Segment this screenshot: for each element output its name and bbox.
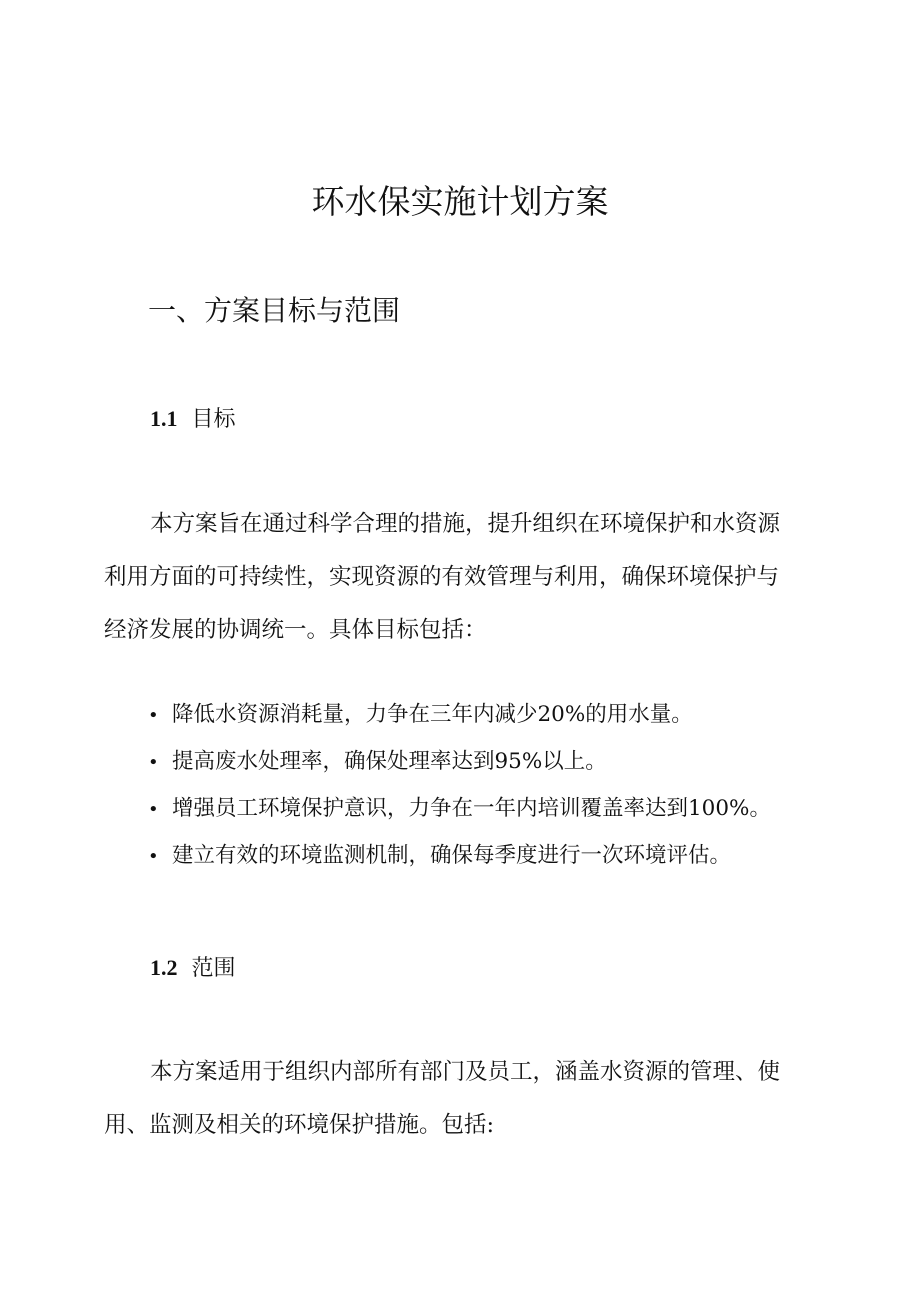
list-item-text: 提高废水处理率，确保处理率达到95%以上。 xyxy=(172,749,607,774)
bullet-icon: • xyxy=(148,752,159,773)
paragraph-line: 本方案适用于组织内部所有部门及员工，涵盖水资源的管理、使 xyxy=(150,1059,781,1085)
list-item-text: 增强员工环境保护意识，力争在一年内培训覆盖率达到100%。 xyxy=(172,796,771,821)
section-heading: 一、方案目标与范围 xyxy=(148,294,401,327)
list-item xyxy=(148,694,771,741)
document-title: 环水保实施计划方案 xyxy=(311,182,609,221)
bullet-icon: • xyxy=(148,705,159,726)
list-item-text: 降低水资源消耗量，力争在三年内减少20%的用水量。 xyxy=(172,702,693,727)
bullet-icon: • xyxy=(148,846,159,867)
subsection-heading-goals xyxy=(150,403,236,436)
scope-paragraph xyxy=(104,1046,804,1152)
subsection-label: 目标 xyxy=(191,407,236,432)
subsection-heading-scope xyxy=(150,952,236,985)
paragraph-line: 经济发展的协调统一。具体目标包括： xyxy=(104,617,487,643)
list-item xyxy=(148,835,771,882)
list-item-text: 建立有效的环境监测机制，确保每季度进行一次环境评估。 xyxy=(172,843,732,868)
subsection-number: 1.1 xyxy=(150,406,178,431)
paragraph-line: 利用方面的可持续性，实现资源的有效管理与利用，确保环境保护与 xyxy=(104,564,780,590)
subsection-number: 1.2 xyxy=(150,955,178,980)
list-item xyxy=(148,741,771,788)
paragraph-line: 本方案旨在通过科学合理的措施，提升组织在环境保护和水资源 xyxy=(150,511,781,537)
goals-list xyxy=(148,694,771,882)
goals-paragraph xyxy=(104,498,804,657)
subsection-label: 范围 xyxy=(191,956,236,981)
bullet-icon: • xyxy=(148,799,159,820)
paragraph-line: 用、监测及相关的环境保护措施。包括: xyxy=(104,1112,495,1138)
list-item xyxy=(148,788,771,835)
